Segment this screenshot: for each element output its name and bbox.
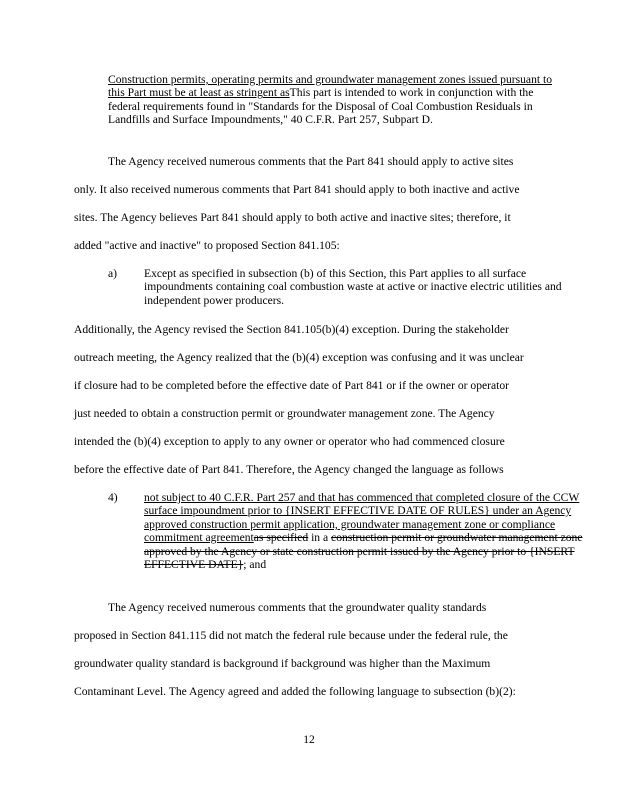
quote-a-text: Except as specified in subsection (b) of this Section, this Part applies to all surface impoundments containing coal combustion waste at active or inactive electric utilities and independent power producers. — [144, 267, 562, 307]
quote-4-struck-1: as specified — [253, 531, 309, 545]
para1-line1: The Agency received numerous comments that the Part 841 should apply to active sites — [108, 155, 514, 168]
para1-line3: sites. The Agency believes Part 841 should apply to both active and inactive sites; therefore, it — [74, 211, 511, 224]
para2-line2: outreach meeting, the Agency realized that the (b)(4) exception was confusing and it was unclear — [74, 351, 524, 364]
quote-4-text — [144, 491, 596, 571]
quote-4-tail: ; and — [243, 558, 267, 572]
para3-line3: groundwater quality standard is background if background was higher than the Maximum — [74, 657, 491, 670]
para3-line1: The Agency received numerous comments that the groundwater quality standards — [108, 601, 487, 614]
quote-4-struck-2: construction permit or groundwater management zone approved by the Agency or state construction permit issued by the Agency prior to {INSERT EFFECTIVE DATE} — [144, 531, 583, 572]
para2-line1: Additionally, the Agency revised the Section 841.105(b)(4) exception. During the stakeholder — [74, 323, 509, 336]
para2-line3: if closure had to be completed before the effective date of Part 841 or if the owner or operator — [74, 379, 510, 392]
quote-4-marker: 4) — [108, 491, 118, 504]
quote-4-underlined: not subject to 40 C.F.R. Part 257 and that has commenced that completed closure of the CCW surface impoundment prior to {INSERT EFFECTIVE DATE OF RULES} under an Agency approved construction permit application, groundwater management zone or compliance commitment agreement — [144, 491, 580, 545]
intro-underlined-text: Construction permits, operating permits and groundwater management zones issued pursuant to this Part must be at least as stringent as — [108, 73, 553, 100]
page-number: 12 — [303, 733, 315, 746]
para1-line2: only. It also received numerous comments that Part 841 should apply to both inactive and active — [74, 183, 520, 196]
para2-line4: just needed to obtain a construction permit or groundwater management zone. The Agency — [74, 407, 495, 420]
quote-4-plain: in a — [308, 531, 332, 545]
quote-a-marker: a) — [108, 267, 118, 280]
para3-line4: Contaminant Level. The Agency agreed and added the following language to subsection (b)(2): — [74, 685, 516, 698]
para3-line2: proposed in Section 841.115 did not match the federal rule because under the federal rule, the — [74, 629, 508, 642]
para2-line5: intended the (b)(4) exception to apply to any owner or operator who had commenced closure — [74, 435, 505, 448]
para1-line4: added "active and inactive" to proposed Section 841.105: — [74, 239, 340, 252]
para2-line6: before the effective date of Part 841. Therefore, the Agency changed the language as follows — [74, 463, 504, 476]
intro-plain-text: This part is intended to work in conjunction with the federal requirements found in "Standards for the Disposal of Coal Combustion Residuals in Landfills and Surface Impoundments," 40 C.F.R. Part 257, Subpart D. — [108, 86, 534, 127]
intro-paragraph — [108, 73, 558, 127]
